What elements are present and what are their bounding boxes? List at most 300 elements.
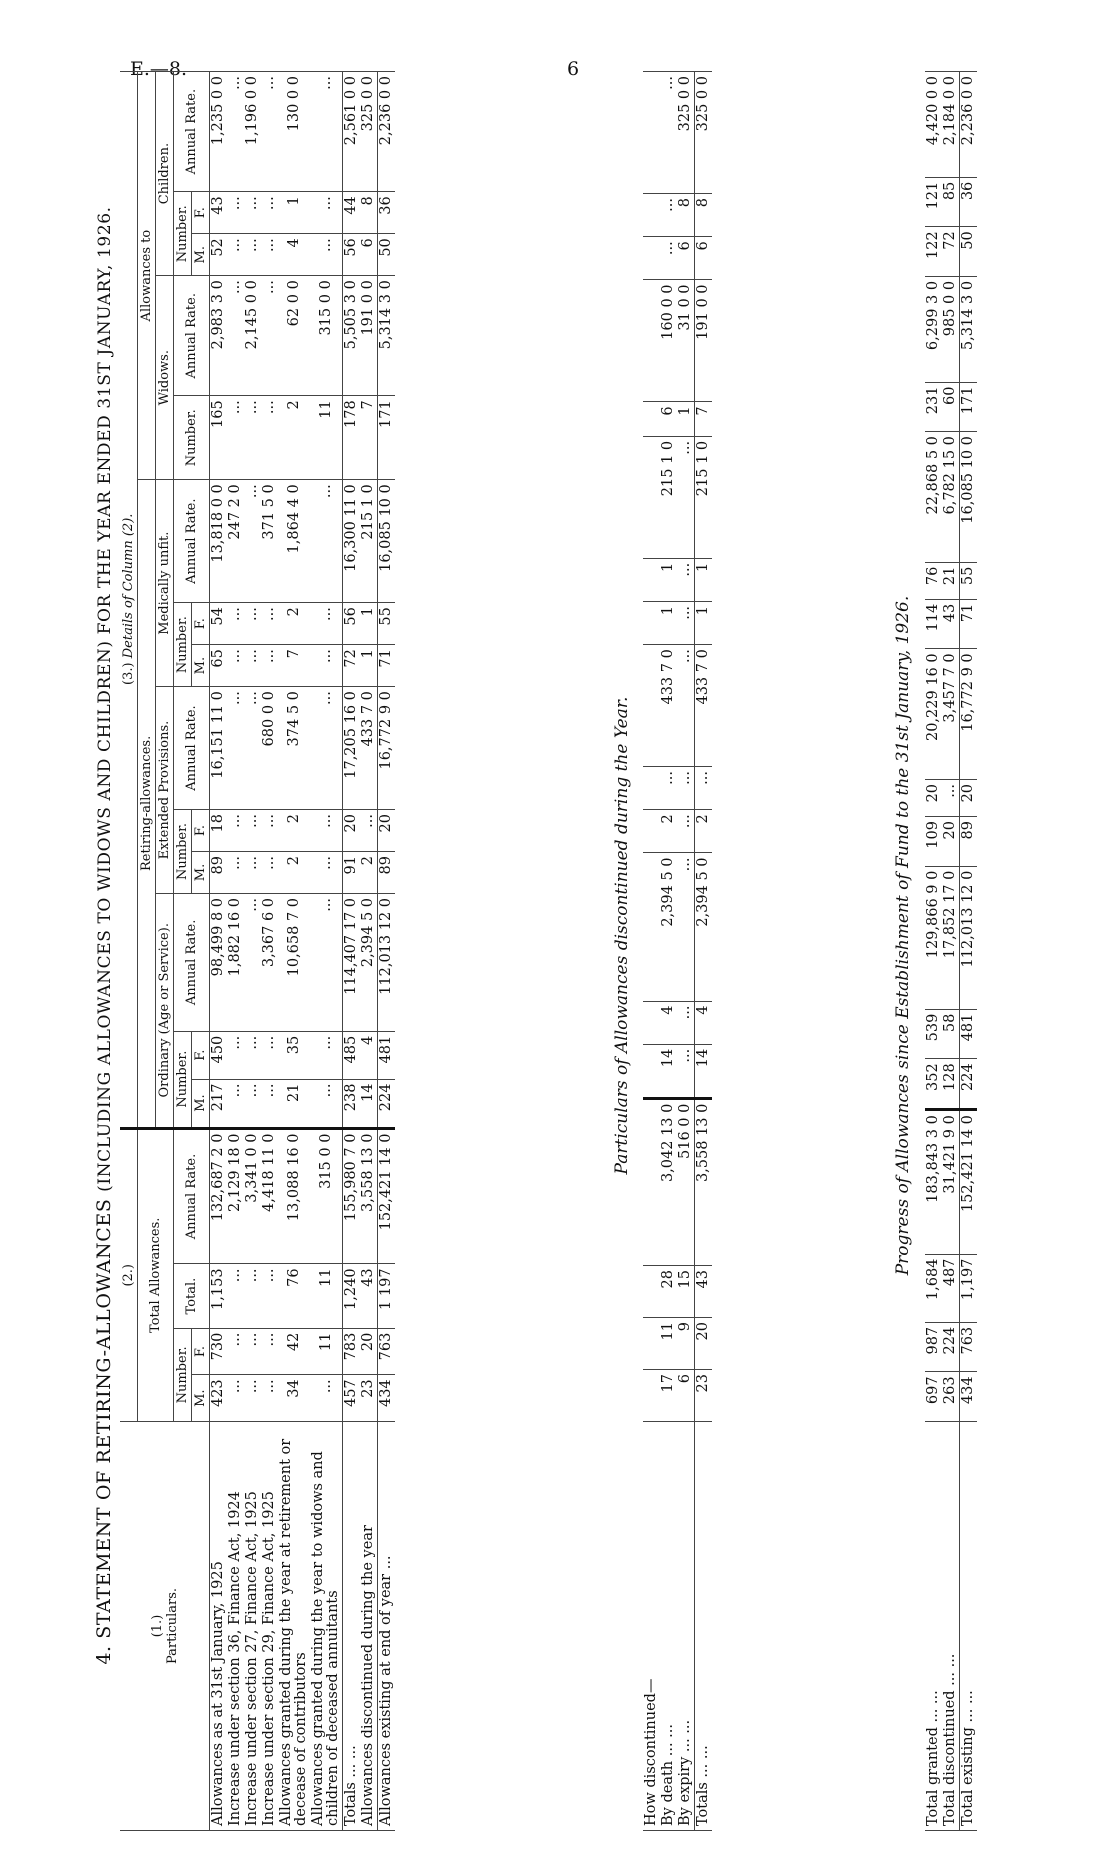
main-cell: ...	[227, 1031, 244, 1079]
m-head: M.	[192, 645, 210, 687]
main-cell: 72	[343, 645, 361, 687]
disc-cell: 516 0 0	[677, 1098, 695, 1265]
main-cell: ...	[261, 1079, 278, 1128]
main-cell: 56	[343, 234, 361, 276]
main-cell: 1	[360, 603, 378, 645]
main-cell: ...	[310, 192, 343, 234]
extended-head: Extended Provisions.	[156, 687, 174, 894]
main-cell: 52	[210, 234, 228, 276]
main-cell: 89	[378, 852, 396, 894]
main-cell: 325 0 0	[360, 72, 378, 192]
prog-cell: 481	[960, 1009, 978, 1059]
main-cell: 224	[378, 1079, 396, 1128]
prog-cell: 114	[925, 599, 942, 649]
main-cell: 434	[378, 1375, 396, 1422]
main-cell: 315 0 0	[310, 276, 343, 396]
prog-cell: 3,457 7 0	[942, 649, 960, 780]
prog-cell: ...	[942, 779, 960, 816]
m-head: M.	[192, 234, 210, 276]
main-cell: ...	[261, 1328, 278, 1375]
disc-cell	[643, 810, 660, 853]
prog-cell: 43	[942, 599, 960, 649]
main-cell: 71	[378, 645, 396, 687]
main-cell: 112,013 12 0	[378, 893, 396, 1031]
prog-cell: 16,772 9 0	[960, 649, 978, 780]
main-cell: ...	[244, 1328, 261, 1375]
main-cell: 1,240	[343, 1264, 361, 1328]
main-cell: ...	[244, 234, 261, 276]
main-row-label: Allowances existing at end of year ...	[378, 1422, 396, 1831]
main-row-label: Allowances granted during the year to widows and children of deceased annuitants	[310, 1422, 343, 1831]
main-cell: ...	[227, 276, 244, 396]
disc-cell: 2,394 5 0	[660, 853, 677, 1001]
main-cell: 1 197	[378, 1264, 396, 1328]
main-cell: 4,418 11 0	[261, 1128, 278, 1264]
disc-cell: 433 7 0	[660, 645, 677, 767]
total-allowances-head: Total Allowances.	[138, 1128, 174, 1421]
main-cell: 1,235 0 0	[210, 72, 228, 192]
f-head: F.	[192, 603, 210, 645]
main-cell: 423	[210, 1375, 228, 1422]
main-cell: ...	[244, 396, 261, 480]
main-cell: ...	[244, 1264, 261, 1328]
prog-row-label: Total discontinued ... ...	[942, 1422, 960, 1831]
disc-cell: ...	[660, 237, 677, 280]
disc-cell: 14	[695, 1044, 713, 1098]
title-main: 4. STATEMENT OF RETIRING-ALLOWANCES	[93, 1198, 115, 1665]
progress-table	[925, 71, 977, 1831]
main-row	[210, 72, 228, 1831]
main-cell: ...	[261, 852, 278, 894]
number-head: Number.	[174, 192, 192, 276]
prog-cell: 2,184 0 0	[942, 72, 960, 178]
main-cell: ...	[310, 480, 343, 603]
disc-cell: 2,394 5 0	[695, 853, 713, 1001]
main-cell: ...	[310, 852, 343, 894]
prog-row-label: Total granted ... ...	[925, 1422, 942, 1831]
annual-rate-head: Annual Rate.	[174, 276, 210, 396]
prog-cell: 58	[942, 1009, 960, 1059]
disc-cell: 15	[677, 1266, 695, 1318]
main-cell: ...	[227, 645, 244, 687]
main-cell: 1	[360, 645, 378, 687]
disc-cell: 14	[660, 1044, 677, 1098]
f-head: F.	[192, 1031, 210, 1079]
main-cell: ...	[244, 1031, 261, 1079]
prog-cell: 171	[960, 382, 978, 432]
main-cell: 680 0 0	[261, 687, 278, 810]
prog-cell: 89	[960, 817, 978, 867]
prog-cell: 352	[925, 1059, 942, 1110]
main-cell: 1	[278, 192, 310, 234]
prog-cell: 152,421 14 0	[960, 1110, 978, 1254]
main-cell: 21	[278, 1079, 310, 1128]
prog-cell: 76	[925, 562, 942, 599]
prog-cell: 487	[942, 1254, 960, 1322]
main-cell: 8	[360, 192, 378, 234]
children-head: Children.	[156, 72, 174, 276]
main-cell: ...	[227, 852, 244, 894]
main-cell: 55	[378, 603, 396, 645]
prog-cell: 129,866 9 0	[925, 866, 942, 1009]
prog-cell: 987	[925, 1322, 942, 1372]
disc-cell: 6	[660, 402, 677, 437]
main-cell: 1,196 0 0	[244, 72, 261, 192]
disc-row-label: Totals ... ...	[695, 1422, 713, 1831]
disc-cell: 325 0 0	[695, 72, 713, 194]
prog-cell: 50	[960, 227, 978, 277]
disc-cell	[643, 767, 660, 810]
main-cell: 2	[278, 603, 310, 645]
disc-cell: 215 1 0	[660, 436, 677, 558]
prog-cell: 6,782 15 0	[942, 432, 960, 563]
disc-cell: 2	[695, 810, 713, 853]
m-head: M.	[192, 852, 210, 894]
disc-cell	[643, 72, 660, 194]
disc-cell: 2	[660, 810, 677, 853]
disc-cell	[643, 436, 660, 558]
main-cell: 171	[378, 396, 396, 480]
disc-cell	[643, 237, 660, 280]
disc-cell: ...	[677, 853, 695, 1001]
disc-cell	[643, 280, 660, 402]
main-cell: 98,499 8 0	[210, 893, 228, 1031]
prog-cell: 231	[925, 382, 942, 432]
disc-cell: 325 0 0	[677, 72, 695, 194]
disc-cell: 160 0 0	[660, 280, 677, 402]
discontinued-table	[643, 71, 712, 1831]
main-cell: ...	[244, 480, 261, 603]
prog-cell: 60	[942, 382, 960, 432]
main-cell: ...	[261, 234, 278, 276]
disc-row	[660, 72, 677, 1831]
main-cell: 481	[378, 1031, 396, 1079]
prog-cell: 16,085 10 0	[960, 432, 978, 563]
main-cell: 155,980 7 0	[343, 1128, 361, 1264]
prog-cell: 763	[960, 1322, 978, 1372]
main-cell: 783	[343, 1328, 361, 1375]
main-cell: 65	[210, 645, 228, 687]
main-cell: 14	[360, 1079, 378, 1128]
main-table-body	[210, 72, 396, 1831]
main-cell: ...	[244, 645, 261, 687]
title-small: (INCLUDING ALLOWANCES TO WIDOWS AND CHILDREN) FOR THE YEAR ENDED 31ST JANUARY, 1926.	[95, 206, 115, 1192]
main-cell: 10,658 7 0	[278, 893, 310, 1031]
disc-cell: ...	[677, 1044, 695, 1098]
main-table	[120, 71, 395, 1831]
main-cell: 16,151 11 0	[210, 687, 228, 810]
m-head: M.	[192, 1375, 210, 1422]
main-row-label: Totals ... ...	[343, 1422, 361, 1831]
main-cell: 16,300 11 0	[343, 480, 361, 603]
disc-cell: 8	[695, 194, 713, 237]
main-cell: 56	[343, 603, 361, 645]
main-cell: 152,421 14 0	[378, 1128, 396, 1264]
main-cell: 2,129 18 0	[227, 1128, 244, 1264]
prog-cell: 224	[942, 1322, 960, 1372]
main-cell: 1,882 16 0	[227, 893, 244, 1031]
main-cell: ...	[244, 1079, 261, 1128]
main-cell: 2,394 5 0	[360, 893, 378, 1031]
disc-cell: 215 1 0	[695, 436, 713, 558]
disc-cell: 43	[695, 1266, 713, 1318]
m-head: M.	[192, 1079, 210, 1128]
ordinary-head: Ordinary (Age or Service).	[156, 893, 174, 1128]
prog-cell: 121	[925, 177, 942, 227]
main-cell: ...	[227, 1328, 244, 1375]
main-cell: 1,153	[210, 1264, 228, 1328]
report-code: E.—8.	[130, 58, 188, 80]
main-cell: 3,341 0 0	[244, 1128, 261, 1264]
prog-cell: 22,868 5 0	[925, 432, 942, 563]
disc-cell: ...	[660, 194, 677, 237]
main-row-label: Increase under section 36, Finance Act, 1924	[227, 1422, 244, 1831]
main-cell: ...	[244, 893, 261, 1031]
prog-cell: 21	[942, 562, 960, 599]
main-cell: 130 0 0	[278, 72, 310, 192]
disc-cell	[643, 1370, 660, 1422]
prog-cell: 122	[925, 227, 942, 277]
main-cell: 114,407 17 0	[343, 893, 361, 1031]
main-cell: 450	[210, 1031, 228, 1079]
main-cell: ...	[227, 72, 244, 192]
main-row	[244, 72, 261, 1831]
main-cell: ...	[261, 1031, 278, 1079]
main-cell: ...	[244, 603, 261, 645]
disc-row	[643, 72, 660, 1831]
page-number: 6	[567, 58, 580, 80]
disc-cell: 1	[695, 558, 713, 601]
main-cell: 11	[310, 1328, 343, 1375]
progress-title: Progress of Allowances since Establishment of Fund to the 31st January, 1926.	[893, 595, 913, 1276]
disc-cell: 191 0 0	[695, 280, 713, 402]
prog-cell: 20	[925, 779, 942, 816]
main-cell: ...	[261, 1264, 278, 1328]
col3-head: (3.) Details of Column (2).	[120, 72, 138, 1129]
main-cell: ...	[261, 810, 278, 852]
main-cell: 43	[360, 1264, 378, 1328]
disc-cell: ...	[677, 558, 695, 601]
disc-cell: 11	[660, 1318, 677, 1370]
disc-cell	[643, 1001, 660, 1044]
main-cell: 89	[210, 852, 228, 894]
total-head: Total.	[174, 1264, 210, 1328]
prog-cell: 31,421 9 0	[942, 1110, 960, 1254]
disc-cell: 28	[660, 1266, 677, 1318]
disc-cell: 23	[695, 1370, 713, 1422]
main-cell: 2,561 0 0	[343, 72, 361, 192]
main-cell: 433 7 0	[360, 687, 378, 810]
prog-cell: 697	[925, 1372, 942, 1422]
prog-cell: 5,314 3 0	[960, 276, 978, 382]
disc-cell	[643, 1318, 660, 1370]
main-row-label: Allowances as at 31st January, 1925	[210, 1422, 228, 1831]
disc-cell: ...	[677, 436, 695, 558]
main-row-label: Allowances discontinued during the year	[360, 1422, 378, 1831]
number-head: Number.	[174, 810, 192, 894]
disc-cell: 433 7 0	[695, 645, 713, 767]
main-cell: ...	[261, 276, 278, 396]
disc-cell: 7	[695, 402, 713, 437]
disc-cell: ...	[677, 810, 695, 853]
main-cell: ...	[227, 1264, 244, 1328]
prog-cell: 434	[960, 1372, 978, 1422]
disc-cell: 3,558 13 0	[695, 1098, 713, 1265]
main-cell: ...	[310, 1375, 343, 1422]
main-cell: 50	[378, 234, 396, 276]
main-cell: ...	[310, 1031, 343, 1079]
main-cell: 44	[343, 192, 361, 234]
f-head: F.	[192, 1328, 210, 1375]
widows-head: Widows.	[156, 276, 174, 480]
main-cell: ...	[244, 687, 261, 810]
main-cell: 485	[343, 1031, 361, 1079]
disc-cell	[643, 1044, 660, 1098]
main-cell: 76	[278, 1264, 310, 1328]
main-cell: 23	[360, 1375, 378, 1422]
main-cell: 217	[210, 1079, 228, 1128]
prog-cell: 36	[960, 177, 978, 227]
prog-cell: 985 0 0	[942, 276, 960, 382]
main-cell: 132,687 2 0	[210, 1128, 228, 1264]
main-cell: 17,205 16 0	[343, 687, 361, 810]
main-cell: ...	[261, 645, 278, 687]
disc-cell: 31 0 0	[677, 280, 695, 402]
main-cell: 2,236 0 0	[378, 72, 396, 192]
prog-cell: 183,843 3 0	[925, 1110, 942, 1254]
main-cell: 20	[343, 810, 361, 852]
prog-cell: 1,197	[960, 1254, 978, 1322]
disc-cell	[643, 1266, 660, 1318]
prog-row	[925, 72, 942, 1831]
prog-cell: 4,420 0 0	[925, 72, 942, 178]
annual-rate-head: Annual Rate.	[174, 1128, 210, 1264]
main-row	[310, 72, 343, 1831]
main-row	[278, 72, 310, 1831]
prog-cell: 1,684	[925, 1254, 942, 1322]
main-cell: ...	[227, 1375, 244, 1422]
main-cell: 34	[278, 1375, 310, 1422]
main-cell: 2	[278, 852, 310, 894]
main-cell: 2	[360, 852, 378, 894]
main-row	[261, 72, 278, 1831]
disc-cell: 1	[677, 402, 695, 437]
disc-row	[677, 72, 695, 1831]
main-cell: 457	[343, 1375, 361, 1422]
main-cell: 315 0 0	[310, 1128, 343, 1264]
medically-head: Medically unfit.	[156, 480, 174, 687]
main-cell: 4	[278, 234, 310, 276]
annual-rate-head: Annual Rate.	[174, 480, 210, 603]
main-row	[343, 72, 361, 1831]
main-row	[378, 72, 396, 1831]
main-cell: 5,314 3 0	[378, 276, 396, 396]
main-cell: 13,818 0 0	[210, 480, 228, 603]
main-cell: ...	[244, 810, 261, 852]
main-cell: 238	[343, 1079, 361, 1128]
disc-cell: ...	[677, 601, 695, 644]
disc-row-label: By expiry ... ...	[677, 1422, 695, 1831]
main-cell: 43	[210, 192, 228, 234]
main-cell: 11	[310, 396, 343, 480]
main-cell: ...	[227, 234, 244, 276]
main-cell: 730	[210, 1328, 228, 1375]
main-cell: 2	[278, 396, 310, 480]
disc-cell	[643, 853, 660, 1001]
disc-row-label: How discontinued—	[643, 1422, 660, 1831]
allowances-to-head: Allowances to	[138, 72, 156, 480]
main-cell: 35	[278, 1031, 310, 1079]
number-head: Number.	[174, 1031, 192, 1128]
f-head: F.	[192, 810, 210, 852]
disc-cell: 1	[660, 601, 677, 644]
main-cell: 3,367 6 0	[261, 893, 278, 1031]
prog-row	[942, 72, 960, 1831]
main-cell: ...	[310, 893, 343, 1031]
main-row-label: Allowances granted during the year at retirement or decease of contributors	[278, 1422, 310, 1831]
main-cell: ...	[261, 192, 278, 234]
retiring-head: Retiring-allowances.	[138, 480, 156, 1128]
statement-title	[93, 0, 115, 1871]
prog-cell: 2,236 0 0	[960, 72, 978, 178]
particulars-head: (1.) Particulars.	[120, 1422, 210, 1831]
main-row	[360, 72, 378, 1831]
main-row-label: Increase under section 29, Finance Act, 1925	[261, 1422, 278, 1831]
disc-row	[695, 72, 713, 1831]
main-cell: 7	[278, 645, 310, 687]
prog-row-label: Total existing ... ...	[960, 1422, 978, 1831]
disc-cell: 6	[677, 1370, 695, 1422]
main-cell: 2	[278, 810, 310, 852]
main-cell: 5,505 3 0	[343, 276, 361, 396]
disc-cell: 8	[677, 194, 695, 237]
main-cell: 42	[278, 1328, 310, 1375]
disc-cell: ...	[660, 72, 677, 194]
main-cell: ...	[244, 1375, 261, 1422]
main-cell: 2,983 3 0	[210, 276, 228, 396]
prog-cell: 128	[942, 1059, 960, 1110]
main-cell: 16,085 10 0	[378, 480, 396, 603]
main-cell: ...	[310, 810, 343, 852]
disc-cell: 4	[660, 1001, 677, 1044]
main-cell: 763	[378, 1328, 396, 1375]
disc-cell	[643, 645, 660, 767]
col2-num: (2.)	[120, 1128, 138, 1421]
disc-cell	[643, 1098, 660, 1265]
disc-cell: 6	[677, 237, 695, 280]
main-cell: ...	[227, 603, 244, 645]
main-cell: ...	[261, 603, 278, 645]
main-cell: ...	[227, 810, 244, 852]
disc-cell	[643, 402, 660, 437]
disc-cell: ...	[695, 767, 713, 810]
number-head: Number.	[174, 603, 192, 687]
discontinued-title: Particulars of Allowances discontinued during the Year.	[612, 696, 632, 1175]
number-head: Number.	[174, 1328, 192, 1421]
main-cell: 18	[210, 810, 228, 852]
main-cell: ...	[310, 72, 343, 192]
main-cell: ...	[310, 603, 343, 645]
prog-cell: 85	[942, 177, 960, 227]
main-cell: 165	[210, 396, 228, 480]
main-cell: 371 5 0	[261, 480, 278, 603]
main-cell: ...	[227, 396, 244, 480]
main-cell: 215 1 0	[360, 480, 378, 603]
main-cell: 11	[310, 1264, 343, 1328]
disc-cell: 3,042 13 0	[660, 1098, 677, 1265]
main-cell: ...	[227, 192, 244, 234]
prog-cell: 55	[960, 562, 978, 599]
